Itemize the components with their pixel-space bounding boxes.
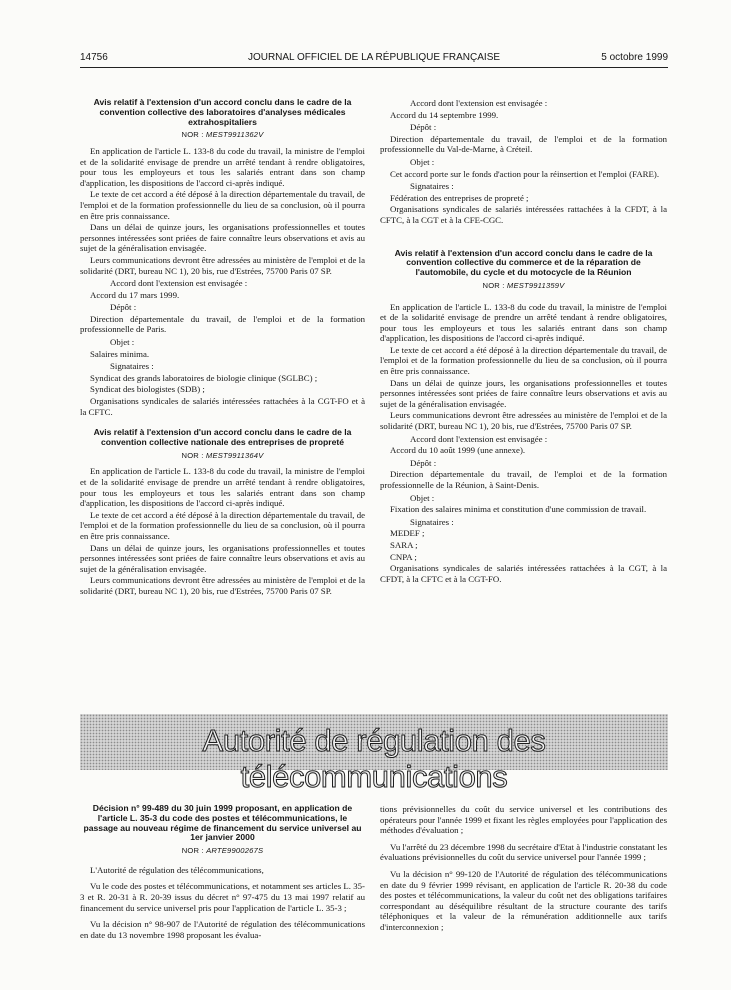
section-heading: Objet : [110,337,135,348]
section-heading: Signataires : [410,181,454,192]
paragraph: Fédération des entreprises de propreté ; [390,192,529,203]
paragraph: En application de l'article L. 133-8 du code du travail, la ministre de l'emploi et de la solidarité envisage de prendre un arrêté tendant à rendre obligatoires, pour tous les employeurs et tous les salariés entrant dans son champ d'application, les dispositions de l'accord ci-après indiqué. [80,145,365,188]
section-heading: Dépôt : [410,122,437,133]
paragraph: Direction départementale du travail, de l'emploi et de la formation professionnelle du Val-de-Marne, à Créteil. [380,133,667,155]
paragraph: Syndicat des grands laboratoires de biologie clinique (SGLBC) ; [90,372,318,383]
paragraph: L'Autorité de régulation des télécommunications, [90,864,264,875]
paragraph: Salaires minima. [90,348,150,359]
nor-code: ARTE9900267S [206,846,264,856]
nor-reference: NOR : MEST9911362V [181,130,264,140]
section-banner-title: Autorité de régulation des télécommunications [202,723,546,794]
paragraph: En application de l'article L. 133-8 du code du travail, la ministre de l'emploi et de la solidarité envisage de prendre un arrêté tendant à rendre obligatoires, pour tous les employeurs et tous les salariés entrant dans son champ d'application, les dispositions de l'accord ci-après indiqué. [80,466,365,509]
header-rule [80,67,668,68]
section-heading: Dépôt : [410,457,437,468]
paragraph: SARA ; [390,539,418,550]
paragraph: Fixation des salaires minima et constitution d'une commission de travail. [390,504,647,515]
paragraph: Organisations syndicales de salariés intéressées rattachées à la CGT-FO et à la CFTC. [80,396,365,417]
paragraph: Dans un délai de quinze jours, les organisations professionnelles et toutes personnes intéressées sont priées de faire connaître leurs observations et avis au sujet de la généralisation envisagée. [380,377,667,409]
section-banner [80,714,668,794]
section-heading: Objet : [410,156,435,167]
paragraph: Leurs communications devront être adressées au ministère de l'emploi et de la solidarité (DRT, bureau NC 1), 20 bis, rue d'Estrées, 75700 Paris 07 SP. [80,575,365,596]
paragraph: Organisations syndicales de salariés intéressées rattachées à la CGT, à la CFDT, à la CFTC et à la CGT-FO. [380,563,667,584]
paragraph: Leurs communications devront être adressées au ministère de l'emploi et de la solidarité (DRT, bureau NC 1), 20 bis, rue d'Estrées, 75700 Paris 07 SP. [380,410,667,432]
paragraph: Dans un délai de quinze jours, les organisations professionnelles et toutes personnes intéressées sont priées de faire connaître leurs observations et avis au sujet de la généralisation envisagée. [80,542,365,574]
avis-proprete-continued [380,98,667,226]
paragraph: MEDEF ; [390,528,425,539]
avis-laboratoires [80,98,365,417]
nor-code: MEST9911364V [205,450,264,460]
avis-title: Avis relatif à l'extension d'un accord conclu dans le cadre de la convention collective des laboratoires d'analyses médicales extrahospitaliers [93,97,352,127]
paragraph: Le texte de cet accord a été déposé à la direction départementale du travail, de l'emploi et de la formation professionnelle du lieu de sa conclusion, où il pourra en être pris connaissance. [380,344,667,377]
paragraph: Direction départementale du travail, de l'emploi et de la formation professionnelle de Paris. [80,313,365,335]
decision-title: Décision n° 99-489 du 30 juin 1999 proposant, en application de l'article L. 35-3 du code des postes et télécommunications, le passage au nouveau régime de financement du service universel au 1er janvier 2000 [83,803,362,843]
paragraph: Syndicat des biologistes (SDB) ; [90,384,205,395]
paragraph: Vu la décision n° 98-907 de l'Autorité de régulation des télécommunications en date du 13 novembre 1998 proposant les évalua- [80,919,365,940]
avis-automobile-reunion [380,249,667,585]
paragraph: Accord du 14 septembre 1999. [390,109,499,120]
nor-reference: NOR : MEST9911364V [181,450,264,460]
nor-code: MEST9911359V [506,280,565,290]
paragraph: Accord du 10 août 1999 (une annexe). [390,445,526,456]
section-heading: Accord dont l'extension est envisagée : [410,98,548,108]
section-heading: Signataires : [110,361,154,372]
section-heading: Accord dont l'extension est envisagée : [110,278,248,289]
section-heading: Signataires : [410,516,454,527]
paragraph: Organisations syndicales de salariés intéressées rattachées à la CFDT, à la CFTC, à la CGT et à la CFE-CGC. [380,204,667,225]
paragraph: En application de l'article L. 133-8 du code du travail, la ministre de l'emploi et de la solidarité envisage de prendre un arrêté tendant à rendre obligatoires, pour tous les employeurs et tous les salariés entrant dans son champ d'application, les dispositions de l'accord ci-après indiqué. [380,301,667,344]
paragraph: Vu la décision n° 99-120 de l'Autorité de régulation des télécommunications en date du 9 février 1999 révisant, en application de l'article R. 20-38 du code des postes et télécommunications, la valeur du coût net des obligations tarifaires correspondant au déséquilibre résultant de la structure courante des tarifs téléphoniques et la valeur de la rémunération additionnelle aux tarifs d'interconnexion ; [380,868,667,932]
paragraph: Cet accord porte sur le fonds d'action pour la réinsertion et l'emploi (FARE). [390,168,660,179]
paragraph: Vu le code des postes et télécommunications, et notamment ses articles L. 35-3 et R. 20-31 à R. 20-39 issus du décret n° 97-475 du 13 mai 1997 relatif au financement du service universel pris pour l'application de l'article L. 35-3 ; [80,881,365,913]
paragraph: tions prévisionnelles du coût du service universel et les contributions des opérateurs pour l'année 1999 et fixant les règles employées pour l'application des méthodes d'évaluation ; [380,804,667,836]
nor-reference: NOR : MEST9911359V [482,280,565,290]
left-column [80,98,365,598]
decision-right-column [380,804,667,934]
avis-title: Avis relatif à l'extension d'un accord conclu dans le cadre de la convention collective du commerce et de la réparation de l'automobile, du cycle et du motocycle de la Réunion [394,247,653,278]
nor-reference: NOR : ARTE9900267S [181,846,264,856]
page-number: 14756 [80,52,108,63]
right-column [380,98,667,585]
paragraph: Direction départementale du travail, de l'emploi et de la formation professionnelle de la Réunion, à Saint-Denis. [380,469,667,491]
paragraph: Dans un délai de quinze jours, les organisations professionnelles et toutes personnes intéressées sont priées de faire connaître leurs observations et avis au sujet de la généralisation envisagée. [80,222,365,254]
issue-date: 5 octobre 1999 [601,52,668,63]
decision-left-column [80,804,365,941]
avis-title: Avis relatif à l'extension d'un accord conclu dans le cadre de la convention collective nationale des entreprises de propreté [93,427,352,448]
paragraph: Le texte de cet accord a été déposé à la direction départementale du travail, de l'emploi et de la formation professionnelle du lieu de sa conclusion, où il pourra en être pris connaissance. [80,509,365,541]
journal-title: JOURNAL OFFICIEL DE LA RÉPUBLIQUE FRANÇAISE [247,52,501,63]
paragraph: Accord du 17 mars 1999. [90,289,180,300]
section-heading: Dépôt : [110,302,137,313]
paragraph: CNPA ; [390,551,417,562]
paragraph: Le texte de cet accord a été déposé à la direction départementale du travail, de l'emploi et de la formation professionnelle du lieu de sa conclusion, où il pourra en être pris connaissance. [80,189,365,221]
paragraph: Vu l'arrêté du 23 décembre 1998 du secrétaire d'Etat à l'industrie constatant les évaluations prévisionnelles du coût du service universel pour l'année 1999 ; [380,841,667,863]
section-heading: Accord dont l'extension est envisagée : [410,433,548,444]
page-header [80,52,668,68]
avis-proprete [80,428,365,596]
nor-code: MEST9911362V [205,130,264,140]
section-heading: Objet : [410,492,435,503]
paragraph: Leurs communications devront être adressées au ministère de l'emploi et de la solidarité (DRT, bureau NC 1), 20 bis, rue d'Estrées, 75700 Paris 07 SP. [80,254,365,276]
